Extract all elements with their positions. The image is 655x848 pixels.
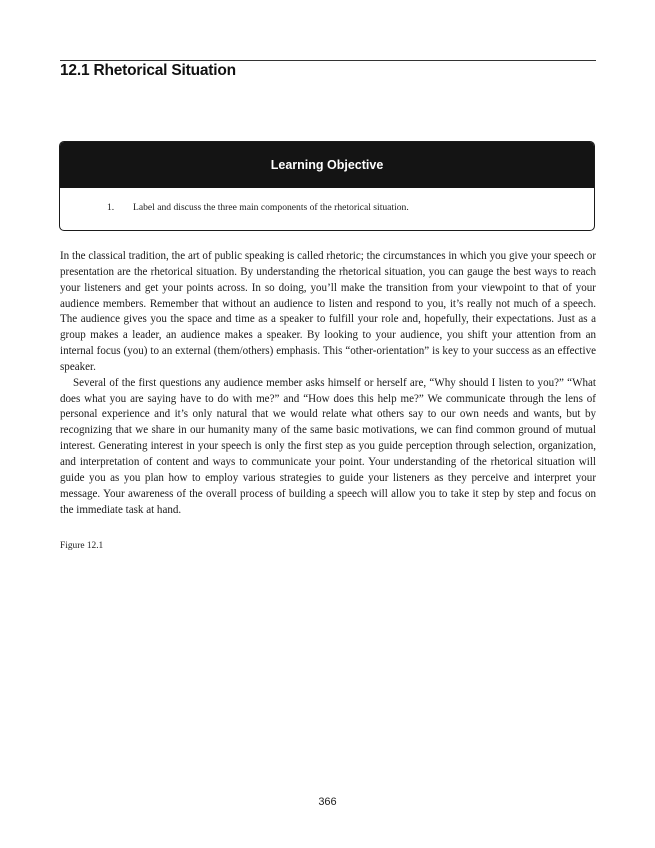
learning-objective-header: Learning Objective — [60, 142, 594, 188]
body-paragraph-2: Several of the first questions any audience member asks himself or herself are, “Why should I listen to you?” “What does what you are saying have to do with me?” and “How does this help me?” We communicate through the lens of personal experience and it’s only natural that we would relate what others say to our own needs and wants, but by recognizing that we share in our humanity many of the same basic motivations, we can find common ground of mutual interest. Generating interest in your speech is only the first step as you guide perception through selection, organization, and interpretation of content and ways to communicate your point. Your understanding of the rhetorical situation will guide you as you plan how to employ various strategies to guide your listeners as they perceive and interpret your message. Your awareness of the overall process of building a speech will allow you to take it step by step and focus on the immediate task at hand. — [60, 376, 596, 516]
learning-objective-box — [59, 141, 595, 231]
section-title: 12.1 Rhetorical Situation — [60, 62, 236, 79]
learning-objective-text: Label and discuss the three main components of the rhetorical situation. — [133, 202, 409, 213]
learning-objective-item — [60, 188, 594, 214]
learning-objective-number: 1. — [107, 202, 115, 213]
figure-label: Figure 12.1 — [60, 541, 104, 551]
page-number: 366 — [318, 796, 337, 808]
body-paragraph-1: In the classical tradition, the art of public speaking is called rhetoric; the circumstances in which you give your speech or presentation are the rhetorical situation. By understanding the rhetorical situation, you can gauge the best ways to reach your listeners and get your points across. In so doing, you’ll make the transition from your viewpoint to that of your audience members. Remember that without an audience to listen and respond to you, it’s really not much of a speech. The audience gives you the space and time as a speaker to fulfill your role and, hopefully, their expectations. Just as a group makes a leader, an audience makes a speaker. By looking to your audience, you shift your attention from an internal focus (you) to an external (them/others) emphasis. This “other-orientation” is key to your success as an effective speaker. — [60, 250, 596, 373]
section-rule — [60, 60, 596, 61]
learning-objective-list — [60, 188, 594, 214]
body-text — [60, 249, 596, 518]
